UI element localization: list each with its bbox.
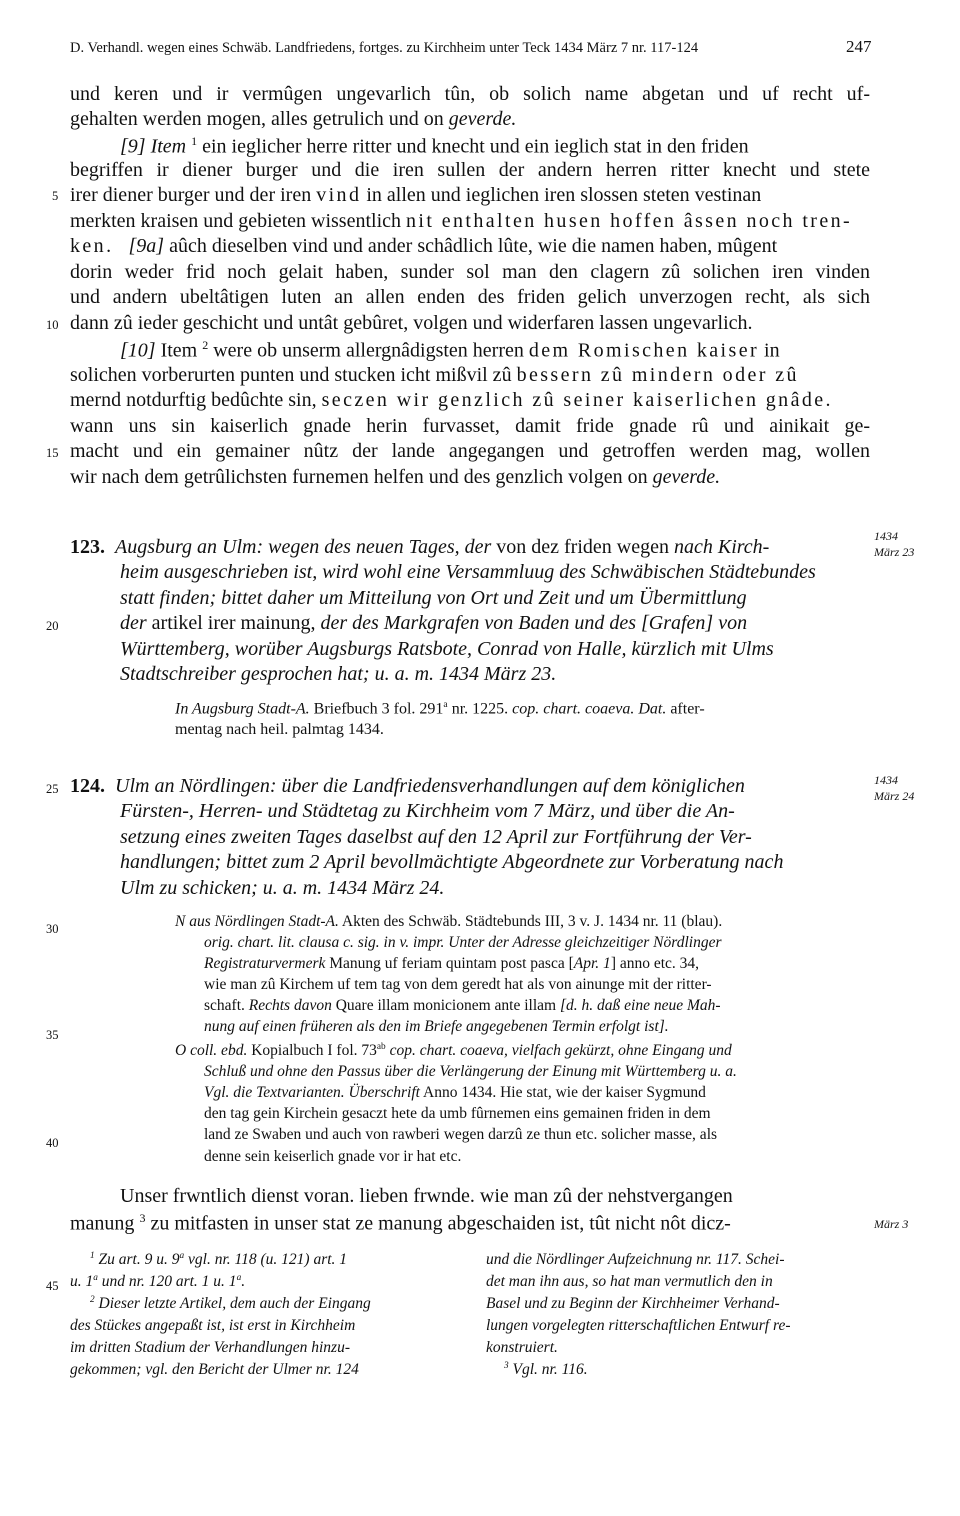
text-line: macht und ein gemainer nûtz der lande angegangen und getroffen werden mag, wollen — [70, 440, 870, 462]
source-note: denne sein keiserlich gnade vor ir hat etc. — [204, 1148, 462, 1165]
footnote-line: det man ihn aus, so hat man vermutlich den in — [486, 1273, 773, 1290]
text-line: [10] Item $^2$ were ob unserm allergnâdigsten herren dem Romischen kaiser in — [120, 338, 780, 362]
entry-number: 123. — [70, 536, 105, 558]
text-line: ken. [9a] aûch dieselben vind und ander schâdlich lûte, wie die namen haben, mûgent — [70, 235, 778, 257]
line-number: 40 — [46, 1136, 59, 1150]
text-line: dorin weder frid noch gelait haben, sunder sol man den clagern zû solichen iren vinden — [70, 261, 870, 283]
letter-line: Unser frwntlich dienst voran. lieben frwnde. wie man zû der nehstvergangen — [120, 1185, 733, 1207]
footnote-line: gekommen; vgl. den Bericht der Ulmer nr. 124 — [70, 1361, 359, 1378]
footnote-line: des Stückes angepaßt ist, ist erst in Kirchheim — [70, 1317, 356, 1334]
footnote-line: konstruiert. — [486, 1339, 558, 1356]
line-number: 20 — [46, 619, 59, 633]
text-line: und keren und ir vermûgen ungevarlich tûn, ob solich name abgetan und uf recht uf- — [70, 83, 870, 105]
letter-line: manung $^3$ zu mitfasten in unser stat ze manung abgeschaiden ist, tût nicht nôt dicz- — [70, 1211, 731, 1235]
line-number: 5 — [52, 189, 59, 203]
entry-124-line: Ulm zu schicken; u. a. m. 1434 März 24. — [120, 877, 445, 899]
entry-124-line: Fürsten-, Herren- und Städtetag zu Kirchheim vom 7 März, und über die An- — [120, 800, 735, 822]
line-number: 10 — [46, 318, 59, 332]
footnote-line: $^2$ Dieser letzte Artikel, dem auch der Eingang — [90, 1295, 371, 1313]
line-number: 15 — [46, 446, 59, 460]
page-number: 247 — [846, 37, 872, 56]
footnote-line: u. 1$^a$ und nr. 120 art. 1 u. 1$^a$. — [70, 1273, 246, 1291]
line-number: 45 — [46, 1279, 59, 1293]
text-line: [9] Item $^1$ ein ieglicher herre ritter und knecht und ein ieglich stat in den friden — [120, 134, 749, 158]
source-note: wie man zû Kirchem uf tem tag von dem geredt hat als von ainunge mit der ritter- — [204, 976, 712, 993]
footnote-line: $^1$ Zu art. 9 u. 9$^a$ vgl. nr. 118 (u. 121) art. 1 — [90, 1251, 348, 1269]
source-note: O coll. ebd. Kopialbuch I fol. $73^{ab}$ cop. chart. coaeva, vielfach gekürzt, ohne Eingang und — [175, 1042, 732, 1060]
text-line: dann zû ieder geschicht und untât gebûret, volgen und widerfaren lassen ungevarlich. — [70, 312, 753, 334]
text-line: irer diener burger und der iren vind in allen und ieglichen iren slossen steten vestinan — [70, 184, 762, 206]
source-note: den tag gein Kirchein gesaczt hete da umb fûrnemen eins gemainen friden in dem — [204, 1105, 711, 1122]
entry-124-line: 124. Ulm an Nördlingen: über die Landfriedensverhandlungen auf dem königlichen — [70, 775, 745, 797]
text-line: gehalten werden mogen, alles getrulich und on geverde. — [70, 108, 517, 130]
entry-123-line: heim ausgeschrieben ist, wird wohl eine Versammluug des Schwäbischen Städtebundes — [120, 561, 816, 583]
text-line: wann uns sin kaiserlich gnade herin furvasset, damit fride gnade rû und ainikait ge- — [70, 415, 870, 437]
margin-year: 1434 — [874, 773, 898, 787]
entry-123-line: 123. Augsburg an Ulm: wegen des neuen Tages, der von dez friden wegen nach Kirch- — [70, 536, 770, 558]
entry-123-line: Stadtschreiber gesprochen hat; u. a. m. 1434 März 23. — [120, 663, 557, 685]
text-line: mernd notdurftig bedûchte sin, seczen wir genzlich zû seiner kaiserlichen gnâde. — [70, 389, 833, 411]
entry-123-line: Württemberg, worüber Augsburgs Ratsbote, Conrad von Halle, kürzlich mit Ulms — [120, 638, 774, 660]
source-note: land ze Swaben und auch von rawberi wegen darzû ze thun etc. solicher masse, als — [204, 1126, 718, 1143]
margin-date: März 23 — [874, 545, 915, 559]
entry-123-line: der artikel irer mainung, der des Markgrafen von Baden und des [Grafen] von — [120, 612, 748, 634]
source-note: Vgl. die Textvarianten. Überschrift Anno 1434. Hie stat, wie der kaiser Sygmund — [204, 1084, 706, 1101]
text-line: und andern ubeltâtigen luten an allen enden des friden gelich unverzogen recht, als sich — [70, 286, 870, 308]
footnote-line: $^3$ Vgl. nr. 116. — [504, 1361, 588, 1379]
line-number: 30 — [46, 922, 59, 936]
source-note: In Augsburg Stadt-A. Briefbuch 3 fol. 291$^a$ nr. 1225. cop. chart. coaeva. Dat. after- — [175, 699, 705, 718]
text-line: wir nach dem getrûlichsten furnemen helfen und des genzlich volgen on geverde. — [70, 466, 721, 488]
source-note: mentag nach heil. palmtag 1434. — [175, 721, 384, 738]
source-note: nung auf einen früheren als den im Briefe angegebenen Termin erfolgt ist]. — [204, 1018, 669, 1035]
footnote-line: Basel und zu Beginn der Kirchheimer Verhand- — [486, 1295, 780, 1312]
margin-date: März 3 — [874, 1217, 909, 1231]
source-note: schaft. Rechts davon Quare illam monicionem ante illam [d. h. daß eine neue Mah- — [204, 997, 721, 1014]
margin-year: 1434 — [874, 529, 898, 543]
running-title: D. Verhandl. wegen eines Schwäb. Landfriedens, fortges. zu Kirchheim unter Teck 1434 März 7 nr. 117-124 — [70, 40, 699, 56]
footnote-line: lungen vorgelegten ritterschaftlichen Entwurf re- — [486, 1317, 791, 1334]
text-line: solichen vorberurten punten und stucken icht mißvil zû bessern zû mindern oder zû — [70, 364, 799, 386]
line-number: 25 — [46, 782, 59, 796]
margin-date: März 24 — [874, 789, 915, 803]
text-line: merkten kraisen und gebieten wissentlich nit enthalten husen hoffen âssen noch tren- — [70, 210, 853, 232]
footnote-line: im dritten Stadium der Verhandlungen hinzu- — [70, 1339, 350, 1356]
source-note: Schluß und ohne den Passus über die Verlängerung der Einung mit Württemberg u. a. — [204, 1063, 737, 1080]
entry-124-line: handlungen; bittet zum 2 April bevollmächtigte Abgeordnete zur Vorberatung nach — [120, 851, 784, 873]
line-number: 35 — [46, 1028, 59, 1042]
entry-123-line: statt finden; bittet daher um Mitteilung von Ort und Zeit und um Übermittlung — [120, 587, 747, 609]
source-note: N aus Nördlingen Stadt-A. Akten des Schwäb. Städtebunds III, 3 v. J. 1434 nr. 11 (blau). — [175, 913, 723, 930]
footnote-line: und die Nördlinger Aufzeichnung nr. 117. Schei- — [486, 1251, 785, 1268]
text-line: begriffen ir diener burger und die iren sullen der andern herren ritter knecht und stete — [70, 159, 870, 181]
source-note: orig. chart. lit. clausa c. sig. in v. impr. Unter der Adresse gleichzeitiger Nördlinger — [204, 934, 722, 951]
source-note: Registraturvermerk Manung uf feriam quintam post pasca [Apr. 1] anno etc. 34, — [204, 955, 700, 972]
entry-124-line: setzung eines zweiten Tages daselbst auf den 12 April zur Fortführung der Ver- — [120, 826, 752, 848]
